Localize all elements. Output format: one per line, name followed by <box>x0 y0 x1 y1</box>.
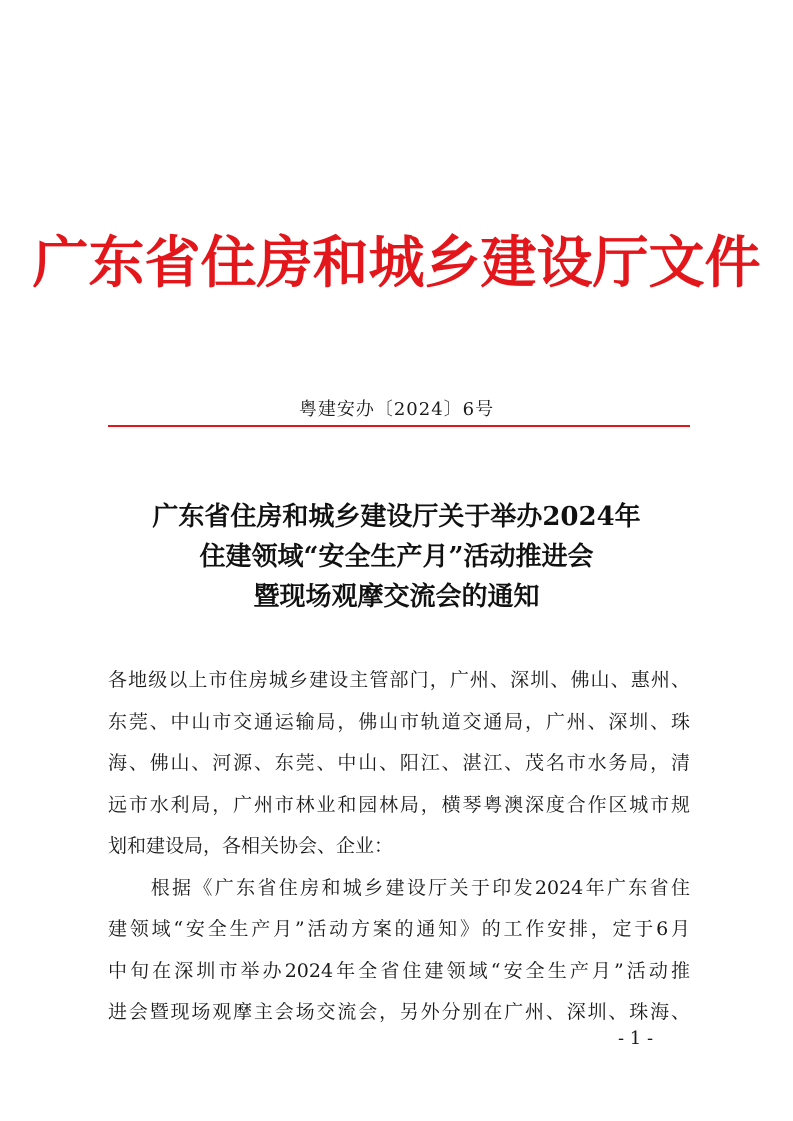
paragraph-line: 进会暨现场观摩主会场交流会，另外分别在广州、深圳、珠海、 <box>108 1001 690 1023</box>
red-separator-line <box>108 425 690 427</box>
addressee-line: 海、佛山、河源、东莞、中山、阳江、湛江、茂名市水务局，清 <box>108 752 690 774</box>
notice-body <box>108 660 690 1034</box>
addressee-line: 远市水利局，广州市林业和园林局，横琴粤澳深度合作区城市规 <box>108 793 690 816</box>
document-number: 粤建安办〔2024〕6号 <box>298 399 495 420</box>
addressee-line: 划和建设局，各相关协会、企业： <box>108 835 394 857</box>
addressee-line: 东莞、中山市交通运输局，佛山市轨道交通局，广州、深圳、珠 <box>108 710 690 733</box>
notice-title <box>0 497 793 617</box>
notice-title-line: 广东省住房和城乡建设厅关于举办2024年 <box>152 502 641 532</box>
notice-title-line: 住建领域“安全生产月”活动推进会 <box>199 542 594 572</box>
addressee-line: 各地级以上市住房城乡建设主管部门，广州、深圳、佛山、惠州、 <box>108 669 690 691</box>
notice-title-line: 暨现场观摩交流会的通知 <box>253 582 540 612</box>
paragraph-line: 中旬在深圳市举办2024年全省住建领域“安全生产月”活动推 <box>108 959 690 982</box>
issuing-authority-masthead: 广东省住房和城乡建设厅文件 <box>32 231 761 296</box>
paragraph-line: 根据《广东省住房和城乡建设厅关于印发2024年广东省住 <box>108 876 690 899</box>
paragraph-line: 建领域“安全生产月”活动方案的通知》的工作安排，定于6月 <box>108 918 690 940</box>
page-number: - 1 - <box>618 1028 654 1049</box>
